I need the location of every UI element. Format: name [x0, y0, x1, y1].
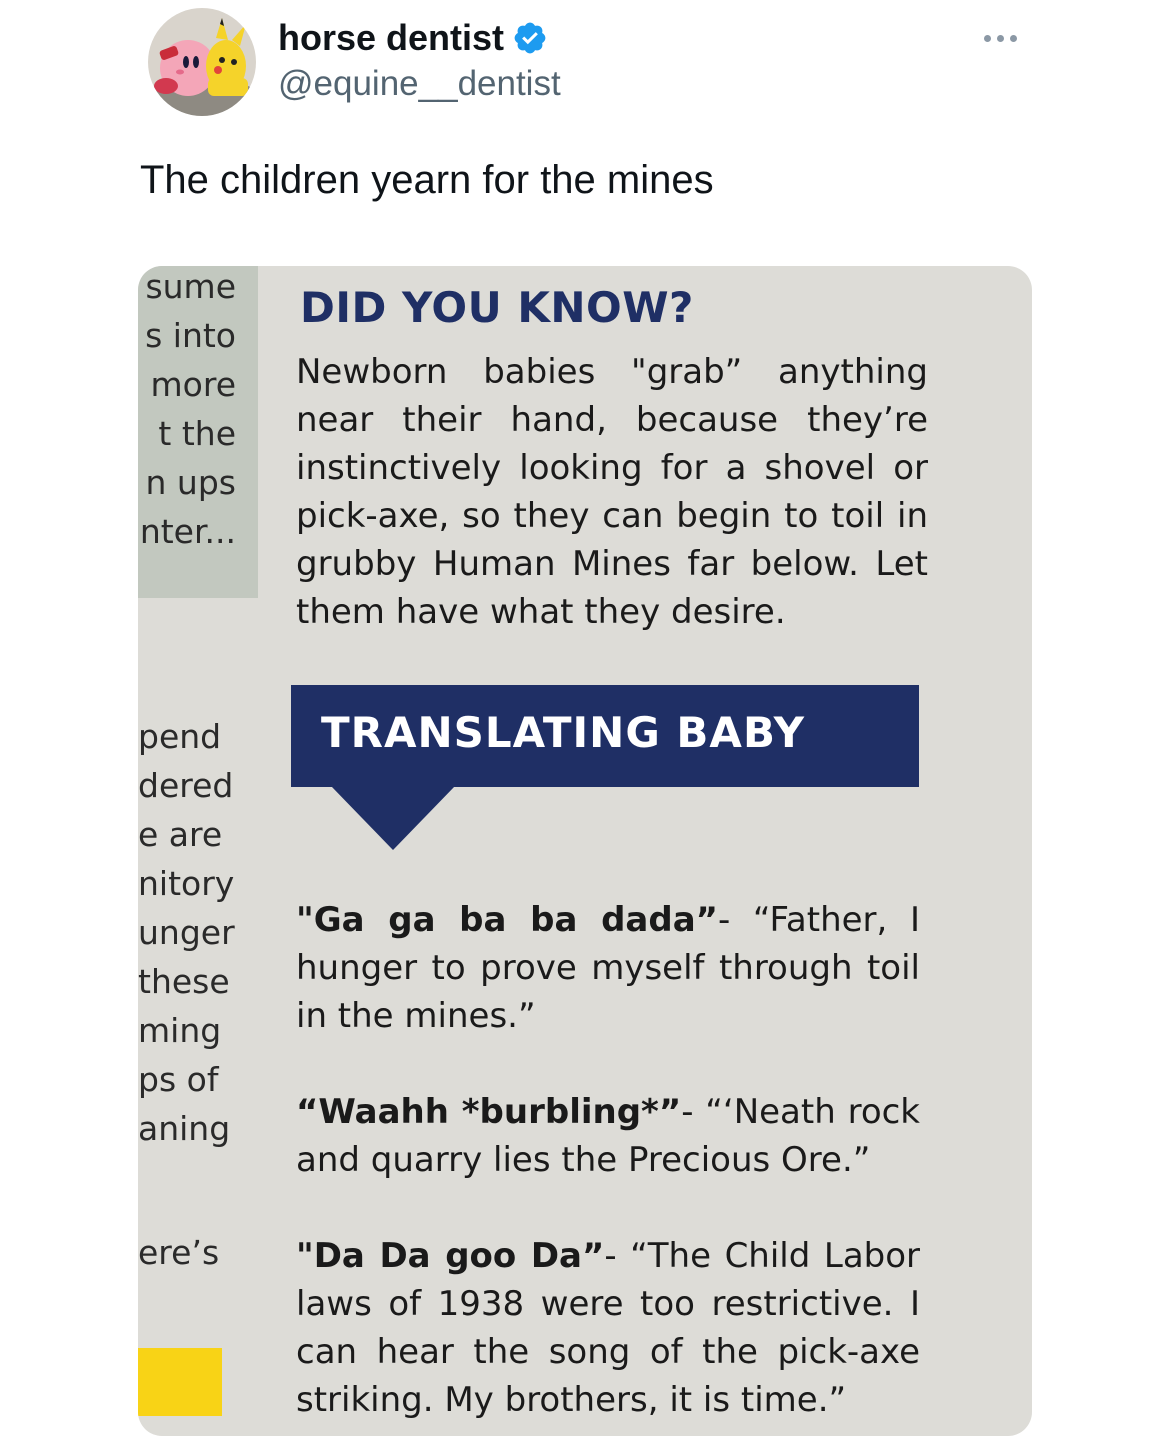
adult-translation: “Father, I hunger to prove myself through toil in the mines.”	[296, 900, 921, 1036]
banner-pointer	[331, 786, 455, 850]
ellipsis-icon	[1010, 35, 1017, 42]
adult-translation: “‘Neath rock and quarry lies the Precious Ore.”	[296, 1092, 920, 1180]
author-display-name-row[interactable]	[278, 14, 548, 62]
left-column-fragment: sume	[145, 267, 236, 306]
baby-phrase: "Da Da goo Da”	[296, 1236, 605, 1276]
left-column-fragment: pend	[138, 717, 222, 756]
avatar[interactable]	[148, 8, 256, 116]
ellipsis-icon	[997, 35, 1004, 42]
left-column-fragment: ming	[138, 1011, 222, 1050]
translation-entry	[296, 896, 920, 1040]
translation-entry	[296, 1088, 920, 1184]
left-column-fragment: aning	[138, 1109, 231, 1148]
separator: -	[604, 1236, 631, 1276]
left-column-fragment: more	[150, 365, 236, 404]
author-handle[interactable]: @equine__dentist	[278, 64, 561, 103]
left-column-fragment: ere’s	[138, 1233, 220, 1272]
separator: -	[681, 1092, 706, 1132]
left-column-fragment: n ups	[145, 463, 236, 502]
verified-badge-icon	[512, 20, 548, 56]
left-column-fragment: these	[138, 962, 230, 1001]
left-column-fragment: dered	[138, 766, 234, 805]
left-column-fragment: t the	[158, 414, 236, 453]
translating-baby-title: TRANSLATING BABY	[321, 708, 806, 757]
separator: -	[718, 900, 753, 940]
left-column-fragment: ps of	[138, 1060, 219, 1099]
kirby-pikachu-avatar-icon	[148, 8, 256, 116]
ellipsis-icon	[984, 35, 991, 42]
left-column-fragments-top	[138, 266, 258, 556]
adult-translation: “The Child Labor laws of 1938 were too restrictive. I can hear the song of the pick-axe striking. My brothers, it is time.”	[296, 1236, 921, 1420]
baby-phrase: “Waahh *burbling*”	[296, 1092, 682, 1132]
more-options-button[interactable]	[972, 20, 1028, 56]
left-column-fragments-bottom	[138, 712, 258, 1153]
left-column-fragment: nitory	[138, 864, 235, 903]
left-column-fragment: e are	[138, 815, 223, 854]
left-column-fragment: s into	[145, 316, 236, 355]
tweet-text: The children yearn for the mines	[140, 158, 714, 202]
did-you-know-body: Newborn babies "grab” anything near their hand, because they’re instinctively looking for a shovel or pick-axe, so they can begin to toil in grubby Human Mines far below. Let them have what they desire.	[296, 352, 928, 632]
left-column-fragment: unger	[138, 913, 235, 952]
author-display-name[interactable]: horse dentist	[278, 17, 505, 58]
baby-phrase: "Ga ga ba ba dada”	[296, 900, 718, 940]
translation-entry	[296, 1232, 920, 1424]
left-column-fragment: nter...	[139, 512, 236, 551]
translating-baby-banner	[291, 685, 919, 787]
yellow-block	[138, 1348, 222, 1416]
tweet-media-image[interactable]	[138, 266, 1032, 1436]
left-column-fragment-tail	[138, 1228, 258, 1277]
did-you-know-title: DID YOU KNOW?	[300, 283, 694, 332]
